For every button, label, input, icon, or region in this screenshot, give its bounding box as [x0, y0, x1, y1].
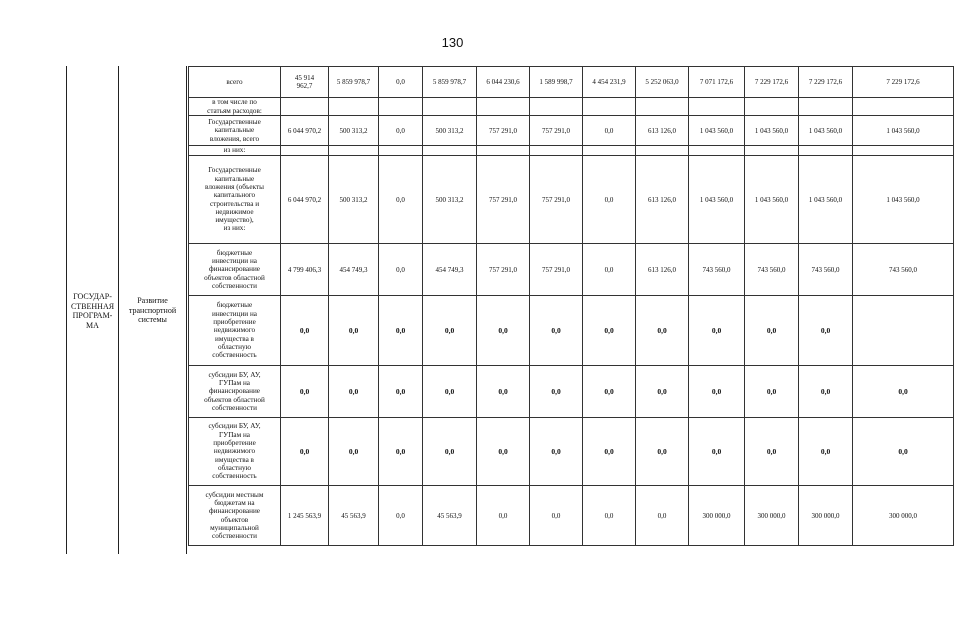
value-cell: 7 229 172,6 [853, 67, 954, 98]
value-cell: 0,0 [281, 296, 329, 366]
value-cell [530, 146, 583, 156]
value-cell: 4 454 231,9 [583, 67, 636, 98]
value-cell: 0,0 [799, 296, 853, 366]
value-cell [853, 98, 954, 116]
value-cell: 0,0 [379, 486, 423, 546]
value-cell: 0,0 [477, 486, 530, 546]
value-cell: 45 563,9 [423, 486, 477, 546]
value-cell: 6 044 230,6 [477, 67, 530, 98]
value-cell: 0,0 [423, 418, 477, 486]
value-cell: 0,0 [636, 296, 689, 366]
value-cell: 0,0 [530, 366, 583, 418]
value-cell: 0,0 [281, 418, 329, 486]
value-cell [689, 146, 745, 156]
value-cell: 743 560,0 [799, 244, 853, 296]
value-cell: 500 313,2 [423, 116, 477, 146]
value-cell: 454 749,3 [329, 244, 379, 296]
value-cell: 613 126,0 [636, 244, 689, 296]
value-cell [799, 98, 853, 116]
value-cell: 0,0 [799, 366, 853, 418]
value-cell [423, 98, 477, 116]
value-cell: 0,0 [745, 296, 799, 366]
financing-table [188, 66, 954, 546]
value-cell: 0,0 [853, 366, 954, 418]
value-cell [799, 146, 853, 156]
row-label: Государственные капитальные вложения (объекты капитального строительства и недвижимое имущество), из них: [189, 156, 281, 244]
table-row [189, 486, 954, 546]
value-cell: 1 043 560,0 [745, 156, 799, 244]
value-cell: 757 291,0 [477, 156, 530, 244]
value-cell: 4 799 406,3 [281, 244, 329, 296]
value-cell: 0,0 [636, 486, 689, 546]
value-cell [329, 146, 379, 156]
value-cell [583, 98, 636, 116]
value-cell: 0,0 [583, 116, 636, 146]
value-cell [530, 98, 583, 116]
value-cell [853, 146, 954, 156]
value-cell: 0,0 [530, 296, 583, 366]
value-cell: 0,0 [745, 418, 799, 486]
table-row [189, 67, 954, 98]
value-cell [636, 146, 689, 156]
page-number: 130 [441, 35, 464, 50]
value-cell: 613 126,0 [636, 156, 689, 244]
value-cell: 0,0 [379, 418, 423, 486]
value-cell: 757 291,0 [530, 156, 583, 244]
value-cell: 0,0 [329, 418, 379, 486]
value-cell: 0,0 [530, 418, 583, 486]
value-cell: 0,0 [329, 366, 379, 418]
value-cell [636, 98, 689, 116]
value-cell: 1 043 560,0 [745, 116, 799, 146]
value-cell: 0,0 [689, 366, 745, 418]
row-label: субсидии местным бюджетам на финансирование объектов муниципальной собственности [189, 486, 281, 546]
subprogram-column-divider [186, 66, 187, 554]
value-cell [477, 98, 530, 116]
value-cell: 0,0 [379, 156, 423, 244]
table-row [189, 116, 954, 146]
value-cell: 757 291,0 [530, 244, 583, 296]
value-cell: 757 291,0 [530, 116, 583, 146]
row-label: бюджетные инвестиции на финансирование объектов областной собственности [189, 244, 281, 296]
value-cell: 0,0 [583, 156, 636, 244]
value-cell: 1 043 560,0 [799, 116, 853, 146]
table-row [189, 418, 954, 486]
row-label: субсидии БУ, АУ, ГУПам на приобретение недвижимого имущества в областную собственность [189, 418, 281, 486]
value-cell [745, 146, 799, 156]
value-cell: 0,0 [379, 116, 423, 146]
row-label: из них: [189, 146, 281, 156]
value-cell: 0,0 [379, 244, 423, 296]
value-cell: 300 000,0 [853, 486, 954, 546]
value-cell: 6 044 970,2 [281, 156, 329, 244]
table-row [189, 146, 954, 156]
value-cell: 500 313,2 [423, 156, 477, 244]
value-cell: 0,0 [583, 296, 636, 366]
value-cell: 0,0 [477, 418, 530, 486]
value-cell: 0,0 [583, 418, 636, 486]
value-cell: 7 071 172,6 [689, 67, 745, 98]
table-row [189, 366, 954, 418]
table-row [189, 98, 954, 116]
value-cell [853, 296, 954, 366]
value-cell: 300 000,0 [689, 486, 745, 546]
value-cell: 1 589 998,7 [530, 67, 583, 98]
row-label: субсидии БУ, АУ, ГУПам на финансирование объектов областной собственности [189, 366, 281, 418]
value-cell [583, 146, 636, 156]
row-label: бюджетные инвестиции на приобретение недвижимого имущества в областную собственность [189, 296, 281, 366]
value-cell [281, 146, 329, 156]
value-cell [281, 98, 329, 116]
value-cell: 500 313,2 [329, 116, 379, 146]
value-cell: 1 043 560,0 [853, 116, 954, 146]
row-label: Государственные капитальные вложения, всего [189, 116, 281, 146]
value-cell: 0,0 [281, 366, 329, 418]
value-cell: 743 560,0 [745, 244, 799, 296]
value-cell: 743 560,0 [853, 244, 954, 296]
value-cell [689, 98, 745, 116]
table-row [189, 244, 954, 296]
value-cell [379, 146, 423, 156]
value-cell: 0,0 [530, 486, 583, 546]
value-cell: 0,0 [583, 486, 636, 546]
value-cell: 613 126,0 [636, 116, 689, 146]
value-cell: 1 043 560,0 [689, 156, 745, 244]
value-cell: 0,0 [477, 296, 530, 366]
value-cell: 0,0 [853, 418, 954, 486]
value-cell: 300 000,0 [745, 486, 799, 546]
value-cell: 0,0 [423, 296, 477, 366]
row-label: в том числе по статьям расходов: [189, 98, 281, 116]
value-cell: 1 043 560,0 [799, 156, 853, 244]
value-cell: 0,0 [423, 366, 477, 418]
value-cell [423, 146, 477, 156]
value-cell [745, 98, 799, 116]
value-cell: 0,0 [583, 244, 636, 296]
value-cell: 5 252 063,0 [636, 67, 689, 98]
value-cell [379, 98, 423, 116]
value-cell: 500 313,2 [329, 156, 379, 244]
value-cell: 45 914 962,7 [281, 67, 329, 98]
value-cell: 1 245 563,9 [281, 486, 329, 546]
value-cell: 0,0 [745, 366, 799, 418]
value-cell: 757 291,0 [477, 244, 530, 296]
value-cell: 7 229 172,6 [745, 67, 799, 98]
value-cell: 5 859 978,7 [423, 67, 477, 98]
value-cell: 757 291,0 [477, 116, 530, 146]
value-cell: 0,0 [636, 418, 689, 486]
value-cell [477, 146, 530, 156]
value-cell: 0,0 [379, 67, 423, 98]
value-cell: 7 229 172,6 [799, 67, 853, 98]
value-cell: 1 043 560,0 [689, 116, 745, 146]
value-cell: 0,0 [689, 418, 745, 486]
value-cell: 300 000,0 [799, 486, 853, 546]
value-cell: 0,0 [379, 296, 423, 366]
value-cell: 6 044 970,2 [281, 116, 329, 146]
value-cell [329, 98, 379, 116]
value-cell: 0,0 [583, 366, 636, 418]
value-cell: 1 043 560,0 [853, 156, 954, 244]
value-cell: 5 859 978,7 [329, 67, 379, 98]
value-cell: 45 563,9 [329, 486, 379, 546]
table-row [189, 296, 954, 366]
value-cell: 0,0 [379, 366, 423, 418]
table-row [189, 156, 954, 244]
value-cell: 0,0 [689, 296, 745, 366]
value-cell: 743 560,0 [689, 244, 745, 296]
value-cell: 0,0 [477, 366, 530, 418]
value-cell: 0,0 [799, 418, 853, 486]
subprogram-label: Развитие транспортной системы [128, 296, 177, 324]
row-label: всего [189, 67, 281, 98]
value-cell: 0,0 [329, 296, 379, 366]
value-cell: 454 749,3 [423, 244, 477, 296]
value-cell: 0,0 [636, 366, 689, 418]
program-label: ГОСУДАР- СТВЕННАЯ ПРОГРАМ- МА [70, 292, 115, 330]
